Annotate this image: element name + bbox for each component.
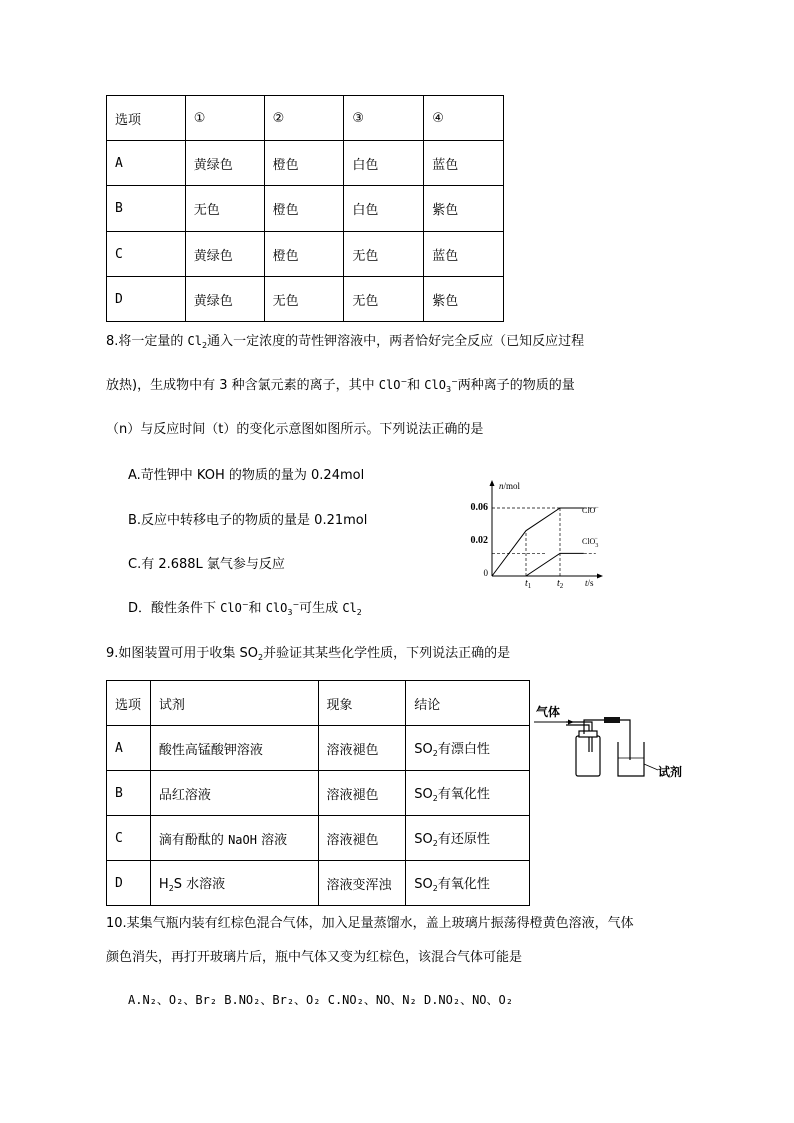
options-table-q9 [106,680,530,906]
header-cell: 选项 [107,96,186,141]
inlet-tube-inner [566,725,589,752]
reagent-pointer [644,764,658,770]
table-cell: 溶液变浑浊 [318,861,406,906]
q8-line-3: （n）与反应时间（t）的变化示意图如图所示。下列说法正确的是 [106,422,484,437]
table-cell: 溶液褪色 [318,726,406,771]
table-cell: C [107,232,186,277]
table-cell: 黄绿色 [185,141,264,186]
table-cell: 橙色 [264,232,344,277]
table-row [107,726,530,771]
table-cell: $SO_2$有漂白性 [406,726,530,771]
x-tick-label-t2: $t_2$ [557,578,564,590]
rubber-connector [604,717,620,723]
q8-option-d: D．酸性条件下 ClO−和 ClO$_3$−可生成 $Cl_2$ [128,600,362,617]
q10-options: A.N₂、O₂、Br₂ B.NO₂、Br₂、O₂ C.NO₂、NO、N₂ D.NO₂、NO、O₂ [128,993,513,1007]
table-row [107,186,504,232]
y-axis-arrow [490,480,495,486]
table-row [107,861,530,906]
q8-option-a: A.苛性钾中 KOH 的物质的量为 0.24mol [128,468,365,483]
gas-label: 气体 [536,705,561,719]
table-cell: $SO_2$有氧化性 [406,771,530,816]
table-row [107,141,504,186]
x-tick-label-t1: $t_1$ [525,578,532,590]
table-cell: 蓝色 [424,232,504,277]
table-cell: 橙色 [264,141,344,186]
table-row [107,816,530,861]
beaker [618,742,644,776]
n-t-chart [455,478,605,590]
table-cell: 黄绿色 [185,277,264,322]
q9-line-1: 9.如图装置可用于收集 $SO_2$并验证其某些化学性质，下列说法正确的是 [106,646,511,662]
header-cell: 现象 [318,681,406,726]
collection-bottle [576,736,600,776]
header-cell: ④ [424,96,504,141]
origin-label: 0 [483,568,488,578]
reagent-label: 试剂 [658,765,683,779]
table-cell: 溶液褪色 [318,771,406,816]
table-cell: A [107,141,186,186]
series-line-clo3 [526,553,584,576]
q8-option-b: B.反应中转移电子的物质的量是 0.21mol [128,513,368,528]
y-axis-label: n/mol [499,481,521,491]
table-cell: $SO_2$有还原性 [406,816,530,861]
chart-lines [492,508,584,576]
table-header-row [107,681,530,726]
q10-line-1: 10.某集气瓶内装有红棕色混合气体，加入足量蒸馏水，盖上玻璃片振荡得橙黄色溶液，气体 [106,916,634,931]
table-cell: D [107,277,186,322]
gas-collection-apparatus [530,698,696,780]
table-cell: C [107,816,151,861]
table-cell: 滴有酚酞的 NaOH 溶液 [150,816,318,861]
y-tick-label: 0.06 [470,502,488,513]
table-cell: B [107,771,151,816]
table-cell: 无色 [344,232,424,277]
table-cell: $SO_2$有氧化性 [406,861,530,906]
bottle-stopper [579,731,597,737]
header-cell: ① [185,96,264,141]
series-label-clo3: ClO$_3$− [582,536,599,549]
q8-option-c: C.有 2.688L 氯气参与反应 [128,557,285,572]
x-axis-arrow [597,574,603,579]
table-cell: 白色 [344,141,424,186]
table-cell: 紫色 [424,186,504,232]
table-cell: 无色 [344,277,424,322]
table-cell: 无色 [264,277,344,322]
q8-line-1: 8.将一定量的 $Cl_2$通入一定浓度的苛性钾溶液中，两者恰好完全反应（已知反应过程 [106,334,585,350]
header-cell: 试剂 [150,681,318,726]
table-cell: 溶液褪色 [318,816,406,861]
table-cell: A [107,726,151,771]
table-cell: B [107,186,186,232]
table-row [107,771,530,816]
table-row [107,277,504,322]
series-line-clo [492,508,584,576]
table-cell: 酸性高锰酸钾溶液 [150,726,318,771]
options-table-q7 [106,95,504,322]
header-cell: 选项 [107,681,151,726]
table-cell: 黄绿色 [185,232,264,277]
table-cell: 品红溶液 [150,771,318,816]
x-axis-label: t/s [585,578,594,588]
table-cell: $H_2S$ 水溶液 [150,861,318,906]
header-cell: ③ [344,96,424,141]
y-tick-label: 0.02 [470,535,488,546]
table-header-row [107,96,504,141]
table-row [107,232,504,277]
outlet-tube [584,720,630,760]
table-cell: D [107,861,151,906]
table-cell: 蓝色 [424,141,504,186]
q8-line-2: 放热)，生成物中有 3 种含氯元素的离子，其中 ClO−和 ClO$_3$−两种离子的物质的量 [106,377,575,394]
table-cell: 白色 [344,186,424,232]
table-cell: 紫色 [424,277,504,322]
table-cell: 橙色 [264,186,344,232]
series-label-clo: ClO− [582,505,599,515]
header-cell: 结论 [406,681,530,726]
chart-axes [490,480,604,579]
q10-line-2: 颜色消失，再打开玻璃片后，瓶中气体又变为红棕色，该混合气体可能是 [106,950,523,965]
table-cell: 无色 [185,186,264,232]
header-cell: ② [264,96,344,141]
